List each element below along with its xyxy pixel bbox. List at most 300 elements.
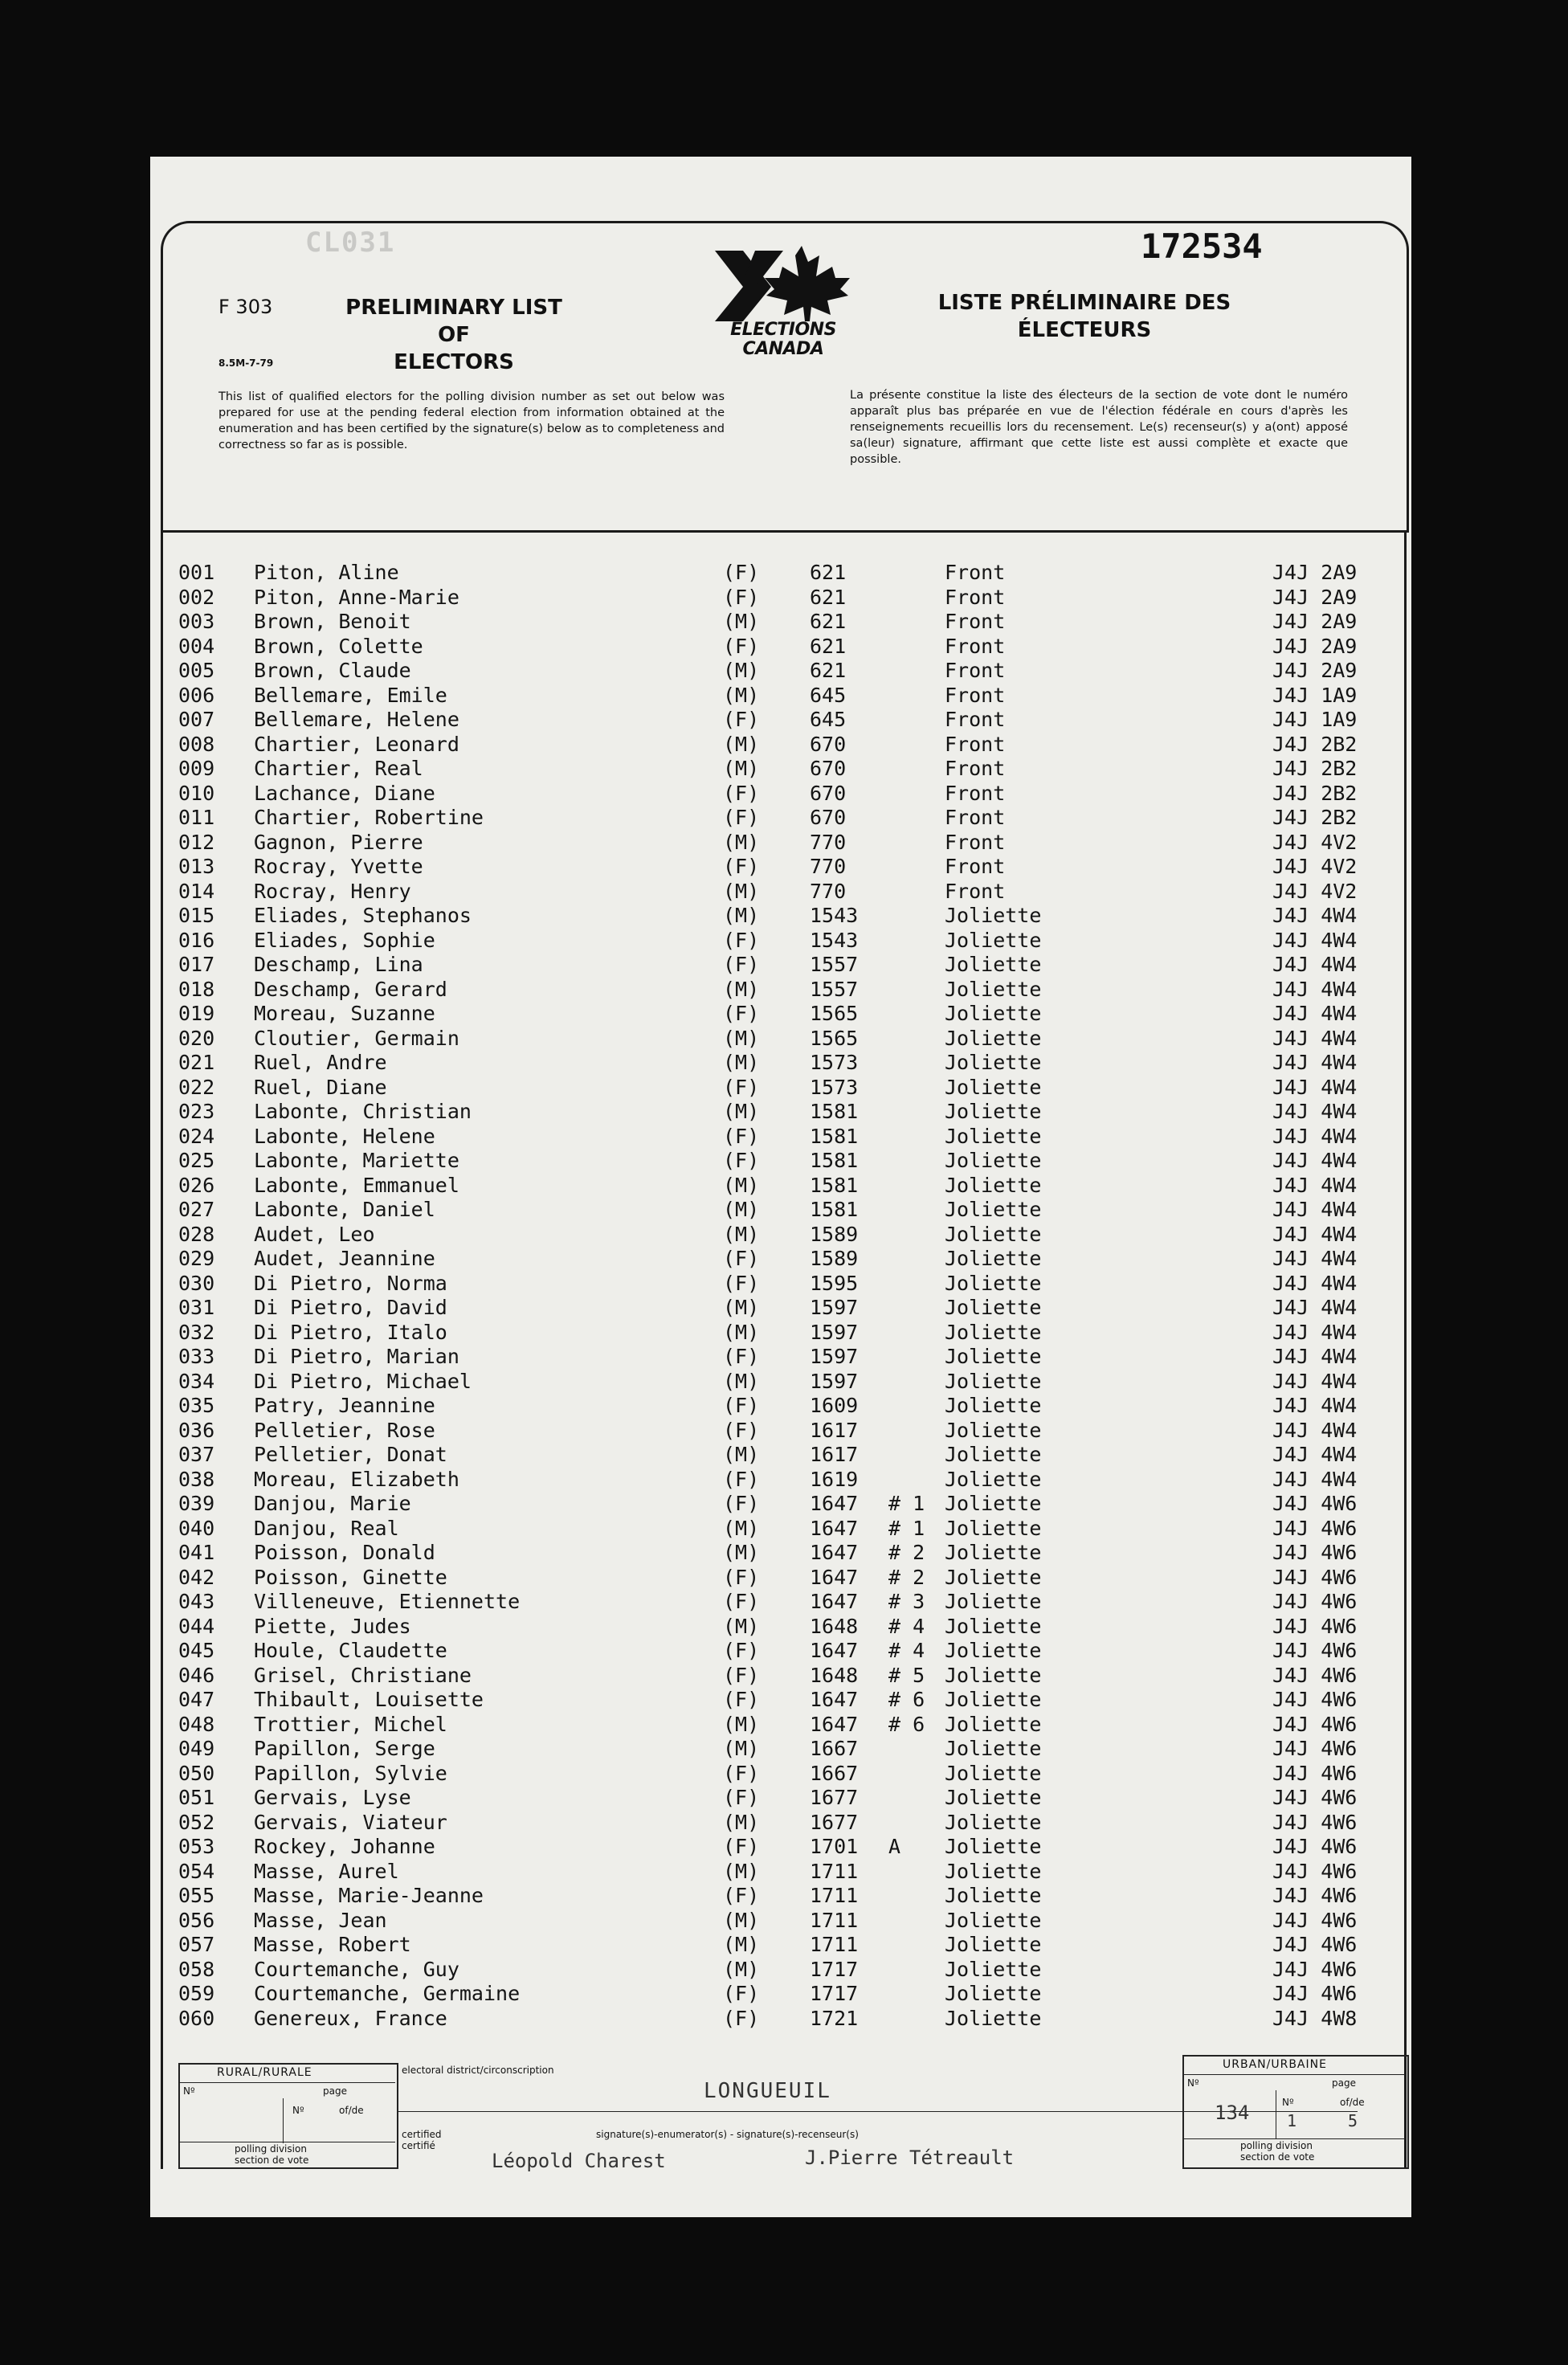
street-name: Joliette	[945, 1859, 1042, 1883]
urban-page-label: page	[1332, 2077, 1356, 2089]
civic-number: 1557	[810, 953, 859, 976]
urban-divider-2	[1182, 2138, 1406, 2139]
civic-number: 1617	[810, 1418, 859, 1442]
elector-row	[178, 1394, 1399, 1419]
postal-code: J4J 4V2	[1272, 830, 1358, 854]
elector-number: 058	[178, 1957, 215, 1981]
elector-row	[178, 561, 1399, 586]
elector-sex: (M)	[723, 830, 760, 854]
elector-number: 017	[178, 953, 215, 976]
elector-row	[178, 929, 1399, 954]
elector-name: Eliades, Sophie	[254, 928, 435, 952]
intro-text-french: La présente constitue la liste des électeurs de la section de vote dont le numéro apparaît plus bas préparée en vue de l'élection fédérale en cours d'après les renseignements recueillis lors du recensement. Le(s) recenseur(s) y a(ont) apposé sa(leur) signature, affirmant que cette liste est aussi complète et exacte que possible.	[850, 389, 1348, 466]
elector-row	[178, 1468, 1399, 1493]
elector-row	[178, 684, 1399, 709]
postal-code: J4J 4W4	[1272, 1271, 1358, 1295]
elector-number: 021	[178, 1051, 215, 1074]
street-name: Joliette	[945, 1835, 1042, 1858]
street-name: Joliette	[945, 953, 1042, 976]
elector-row	[178, 1933, 1399, 1958]
elector-name: Piton, Aline	[254, 561, 399, 584]
postal-code: J4J 2A9	[1272, 659, 1358, 682]
street-name: Joliette	[945, 1369, 1042, 1393]
elector-row	[178, 1909, 1399, 1934]
street-name: Front	[945, 708, 1006, 731]
elector-number: 034	[178, 1369, 215, 1393]
street-name: Joliette	[945, 1296, 1042, 1319]
elector-number: 013	[178, 855, 215, 878]
elector-name: Gervais, Viateur	[254, 1810, 447, 1834]
elector-row	[178, 1149, 1399, 1174]
civic-number: 1648	[810, 1663, 859, 1687]
postal-code: J4J 4W4	[1272, 1051, 1358, 1074]
street-name: Joliette	[945, 1541, 1042, 1564]
rural-label: RURAL/RURALE	[217, 2066, 312, 2079]
civic-number: 645	[810, 683, 847, 707]
elector-sex: (F)	[723, 1590, 760, 1613]
postal-code: J4J 4W6	[1272, 1810, 1358, 1834]
elector-name: Lachance, Diane	[254, 781, 435, 805]
elector-sex: (F)	[723, 1124, 760, 1148]
elector-number: 044	[178, 1614, 215, 1638]
elector-name: Trottier, Michel	[254, 1712, 447, 1736]
elector-row	[178, 1443, 1399, 1468]
elector-row	[178, 1100, 1399, 1125]
elector-number: 010	[178, 781, 215, 805]
street-name: Front	[945, 757, 1006, 780]
civic-number: 1573	[810, 1075, 859, 1099]
civic-number: 770	[810, 830, 847, 854]
title-french-line-2: ÉLECTEURS	[1017, 318, 1152, 342]
civic-number: 1667	[810, 1737, 859, 1760]
civic-number: 1597	[810, 1369, 859, 1393]
urban-no-label: Nº	[1187, 2077, 1199, 2089]
street-name: Joliette	[945, 1982, 1042, 2005]
elector-name: Poisson, Donald	[254, 1541, 435, 1564]
apartment: # 2	[888, 1541, 925, 1564]
civic-number: 1619	[810, 1467, 859, 1491]
elector-sex: (M)	[723, 977, 760, 1001]
street-name: Front	[945, 659, 1006, 682]
district-value: LONGUEUIL	[704, 2079, 831, 2103]
postal-code: J4J 2A9	[1272, 561, 1358, 584]
elector-row	[178, 1002, 1399, 1027]
civic-number: 1617	[810, 1443, 859, 1466]
civic-number: 1717	[810, 1982, 859, 2005]
title-english-line-2: ELECTORS	[394, 350, 514, 374]
elector-name: Gervais, Lyse	[254, 1786, 411, 1809]
postal-code: J4J 2B2	[1272, 757, 1358, 780]
elector-name: Poisson, Ginette	[254, 1565, 447, 1589]
civic-number: 1581	[810, 1173, 859, 1197]
elector-sex: (F)	[723, 2006, 760, 2030]
elector-name: Patry, Jeannine	[254, 1394, 435, 1417]
elector-row	[178, 1321, 1399, 1346]
urban-no-value: 134	[1215, 2102, 1250, 2124]
elector-name: Eliades, Stephanos	[254, 904, 472, 927]
elector-sex: (M)	[723, 1859, 760, 1883]
street-name: Front	[945, 781, 1006, 805]
elector-number: 060	[178, 2006, 215, 2030]
elector-number: 025	[178, 1149, 215, 1172]
elector-number: 016	[178, 928, 215, 952]
postal-code: J4J 4W4	[1272, 1222, 1358, 1246]
elector-sex: (F)	[723, 1884, 760, 1907]
street-name: Joliette	[945, 1737, 1042, 1760]
street-name: Joliette	[945, 904, 1042, 927]
street-name: Front	[945, 683, 1006, 707]
elector-number: 053	[178, 1835, 215, 1858]
elector-name: Deschamp, Lina	[254, 953, 423, 976]
elector-name: Rockey, Johanne	[254, 1835, 435, 1858]
elector-name: Brown, Claude	[254, 659, 411, 682]
elector-row	[178, 1027, 1399, 1052]
street-name: Joliette	[945, 1075, 1042, 1099]
elector-name: Pelletier, Donat	[254, 1443, 447, 1466]
elector-sex: (F)	[723, 1786, 760, 1809]
street-name: Joliette	[945, 1810, 1042, 1834]
street-name: Front	[945, 610, 1006, 633]
elector-sex: (F)	[723, 585, 760, 609]
elector-row	[178, 586, 1399, 611]
postal-code: J4J 1A9	[1272, 708, 1358, 731]
logo-text-elections: ELECTIONS	[730, 320, 836, 340]
elector-name: Papillon, Sylvie	[254, 1761, 447, 1785]
elector-row	[178, 1590, 1399, 1615]
elector-name: Rocray, Yvette	[254, 855, 423, 878]
apartment: # 6	[888, 1712, 925, 1736]
elector-name: Courtemanche, Germaine	[254, 1982, 521, 2005]
elector-sex: (M)	[723, 1614, 760, 1638]
apartment: # 6	[888, 1688, 925, 1711]
postal-code: J4J 4W4	[1272, 1394, 1358, 1417]
street-name: Joliette	[945, 1884, 1042, 1907]
signature-enumerator-2: J.Pierre Tétreault	[805, 2146, 1015, 2169]
elector-row	[178, 782, 1399, 807]
elector-sex: (M)	[723, 1222, 760, 1246]
street-name: Joliette	[945, 1443, 1042, 1466]
rural-polling-label-2: section de vote	[235, 2155, 309, 2166]
elector-name: Danjou, Real	[254, 1516, 399, 1540]
elector-sex: (M)	[723, 1051, 760, 1074]
elector-row	[178, 1272, 1399, 1297]
civic-number: 621	[810, 585, 847, 609]
civic-number: 1597	[810, 1320, 859, 1344]
elector-number: 032	[178, 1320, 215, 1344]
apartment: # 4	[888, 1639, 925, 1662]
civic-number: 621	[810, 561, 847, 584]
header-divider	[161, 530, 1407, 533]
elector-sex: (M)	[723, 1737, 760, 1760]
elector-sex: (F)	[723, 561, 760, 584]
district-label: electoral district/circonscription	[402, 2065, 554, 2076]
elector-row	[178, 1198, 1399, 1223]
postal-code: J4J 4W4	[1272, 1173, 1358, 1197]
elector-number: 002	[178, 585, 215, 609]
street-name: Joliette	[945, 1933, 1042, 1956]
elector-row	[178, 855, 1399, 880]
intro-text-english: This list of qualified electors for the polling division number as set out below was prepared for use at the pending federal election from information obtained at the enumeration and has been certified by the signature(s) below as to completeness and correctness so far as is possible.	[218, 390, 725, 451]
elector-name: Labonte, Mariette	[254, 1149, 459, 1172]
elector-number: 009	[178, 757, 215, 780]
elector-row	[178, 1223, 1399, 1248]
civic-number: 621	[810, 634, 847, 658]
civic-number: 1647	[810, 1541, 859, 1564]
elector-row	[178, 1051, 1399, 1076]
postal-code: J4J 4W4	[1272, 1002, 1358, 1025]
street-name: Joliette	[945, 1247, 1042, 1270]
elector-sex: (M)	[723, 1296, 760, 1319]
elector-sex: (M)	[723, 1541, 760, 1564]
street-name: Joliette	[945, 1565, 1042, 1589]
elector-number: 007	[178, 708, 215, 731]
street-name: Joliette	[945, 1173, 1042, 1197]
elector-row	[178, 1517, 1399, 1542]
elector-number: 033	[178, 1345, 215, 1368]
postal-code: J4J 4W4	[1272, 1345, 1358, 1368]
elector-name: Bellemare, Helene	[254, 708, 459, 731]
elector-sex: (F)	[723, 1075, 760, 1099]
postal-code: J4J 4W4	[1272, 1075, 1358, 1099]
civic-number: 1711	[810, 1859, 859, 1883]
elector-sex: (F)	[723, 1149, 760, 1172]
elector-number: 018	[178, 977, 215, 1001]
elector-sex: (F)	[723, 1247, 760, 1270]
elector-number: 040	[178, 1516, 215, 1540]
postal-code: J4J 4W6	[1272, 1614, 1358, 1638]
elector-name: Papillon, Serge	[254, 1737, 435, 1760]
postal-code: J4J 4W6	[1272, 1884, 1358, 1907]
certified-label-fr: certifié	[402, 2140, 435, 2151]
elector-number: 014	[178, 879, 215, 903]
elector-row	[178, 1958, 1399, 1983]
street-name: Front	[945, 561, 1006, 584]
elector-number: 042	[178, 1565, 215, 1589]
elector-sex: (M)	[723, 1369, 760, 1393]
elector-number: 059	[178, 1982, 215, 2005]
street-name: Joliette	[945, 1100, 1042, 1123]
elector-number: 029	[178, 1247, 215, 1270]
right-border	[1404, 530, 1407, 2169]
civic-number: 770	[810, 879, 847, 903]
elector-sex: (M)	[723, 1810, 760, 1834]
elector-sex: (F)	[723, 1565, 760, 1589]
left-border	[161, 530, 163, 2169]
elector-number: 030	[178, 1271, 215, 1295]
urban-of-label: of/de	[1340, 2097, 1365, 2108]
footer-certification-block	[178, 2055, 1414, 2183]
elector-name: Thibault, Louisette	[254, 1688, 484, 1711]
civic-number: 1647	[810, 1688, 859, 1711]
street-name: Joliette	[945, 1026, 1042, 1050]
postal-code: J4J 4W4	[1272, 1418, 1358, 1442]
elector-name: Di Pietro, Norma	[254, 1271, 447, 1295]
street-name: Joliette	[945, 1712, 1042, 1736]
elector-number: 048	[178, 1712, 215, 1736]
street-name: Joliette	[945, 1663, 1042, 1687]
street-name: Joliette	[945, 1124, 1042, 1148]
elector-name: Pelletier, Rose	[254, 1418, 435, 1442]
postal-code: J4J 2B2	[1272, 806, 1358, 829]
civic-number: 621	[810, 610, 847, 633]
street-name: Front	[945, 585, 1006, 609]
elector-row	[178, 1737, 1399, 1762]
title-french	[924, 289, 1245, 344]
elector-row	[178, 880, 1399, 905]
elector-row	[178, 1786, 1399, 1811]
elector-name: Labonte, Daniel	[254, 1198, 435, 1221]
civic-number: 770	[810, 855, 847, 878]
elector-number: 037	[178, 1443, 215, 1466]
elector-sex: (F)	[723, 708, 760, 731]
elections-canada-logo	[707, 243, 860, 363]
street-name: Joliette	[945, 1467, 1042, 1491]
elector-sex: (M)	[723, 1908, 760, 1932]
elector-name: Cloutier, Germain	[254, 1026, 459, 1050]
postal-code: J4J 2B2	[1272, 781, 1358, 805]
elector-name: Bellemare, Emile	[254, 683, 447, 707]
apartment: # 1	[888, 1516, 925, 1540]
street-name: Joliette	[945, 1786, 1042, 1809]
elector-row	[178, 806, 1399, 831]
postal-code: J4J 4W4	[1272, 1443, 1358, 1466]
civic-number: 1647	[810, 1516, 859, 1540]
elector-row	[178, 1688, 1399, 1713]
elector-name: Chartier, Leonard	[254, 732, 459, 756]
postal-code: J4J 4W4	[1272, 1198, 1358, 1221]
elector-list	[178, 561, 1399, 2031]
elector-number: 004	[178, 634, 215, 658]
postal-code: J4J 4W4	[1272, 1149, 1358, 1172]
postal-code: J4J 4W6	[1272, 1957, 1358, 1981]
apartment: # 5	[888, 1663, 925, 1687]
elector-name: Labonte, Helene	[254, 1124, 435, 1148]
postal-code: J4J 4W6	[1272, 1737, 1358, 1760]
postal-code: J4J 4W6	[1272, 1786, 1358, 1809]
urban-divider	[1182, 2074, 1406, 2075]
elector-row	[178, 1419, 1399, 1444]
elector-name: Courtemanche, Guy	[254, 1957, 459, 1981]
postal-code: J4J 4W4	[1272, 904, 1358, 927]
elector-row	[178, 1884, 1399, 1909]
elector-number: 015	[178, 904, 215, 927]
street-name: Joliette	[945, 1345, 1042, 1368]
elector-name: Danjou, Marie	[254, 1492, 411, 1515]
urban-polling-label-2: section de vote	[1240, 2151, 1315, 2163]
rural-no-label-2: Nº	[292, 2105, 304, 2116]
street-name: Joliette	[945, 1492, 1042, 1515]
postal-code: J4J 1A9	[1272, 683, 1358, 707]
street-name: Joliette	[945, 2006, 1042, 2030]
postal-code: J4J 4W4	[1272, 1247, 1358, 1270]
street-name: Front	[945, 830, 1006, 854]
elector-name: Di Pietro, Marian	[254, 1345, 459, 1368]
elector-row	[178, 659, 1399, 684]
civic-number: 1589	[810, 1222, 859, 1246]
civic-number: 1581	[810, 1124, 859, 1148]
street-name: Front	[945, 806, 1006, 829]
title-french-line-1: LISTE PRÉLIMINAIRE DES	[937, 291, 1231, 315]
elector-number: 019	[178, 1002, 215, 1025]
elector-name: Audet, Leo	[254, 1222, 375, 1246]
elector-name: Genereux, France	[254, 2006, 447, 2030]
civic-number: 1677	[810, 1786, 859, 1809]
street-name: Joliette	[945, 1002, 1042, 1025]
elector-row	[178, 1811, 1399, 1836]
elector-number: 035	[178, 1394, 215, 1417]
civic-number: 1648	[810, 1614, 859, 1638]
elector-sex: (M)	[723, 1443, 760, 1466]
civic-number: 1667	[810, 1761, 859, 1785]
civic-number: 1565	[810, 1026, 859, 1050]
street-name: Joliette	[945, 1222, 1042, 1246]
elector-row	[178, 1835, 1399, 1860]
elector-name: Masse, Marie-Jeanne	[254, 1884, 484, 1907]
elector-sex: (M)	[723, 683, 760, 707]
civic-number: 1711	[810, 1884, 859, 1907]
elector-row	[178, 1860, 1399, 1885]
postal-code: J4J 4W4	[1272, 1026, 1358, 1050]
elector-name: Grisel, Christiane	[254, 1663, 472, 1687]
elector-sex: (F)	[723, 928, 760, 952]
elector-row	[178, 1541, 1399, 1566]
elector-sex: (F)	[723, 1002, 760, 1025]
elector-name: Di Pietro, Michael	[254, 1369, 472, 1393]
postal-code: J4J 4W4	[1272, 1124, 1358, 1148]
elector-number: 045	[178, 1639, 215, 1662]
elector-name: Villeneuve, Etiennette	[254, 1590, 521, 1613]
civic-number: 1573	[810, 1051, 859, 1074]
postal-code: J4J 4W6	[1272, 1590, 1358, 1613]
elector-name: Houle, Claudette	[254, 1639, 447, 1662]
elector-sex: (F)	[723, 634, 760, 658]
elector-row	[178, 733, 1399, 758]
civic-number: 1597	[810, 1345, 859, 1368]
street-name: Front	[945, 634, 1006, 658]
civic-number: 1595	[810, 1271, 859, 1295]
elector-sex: (F)	[723, 855, 760, 878]
street-name: Joliette	[945, 1614, 1042, 1638]
postal-code: J4J 2A9	[1272, 610, 1358, 633]
title-english	[329, 294, 578, 376]
elector-number: 006	[178, 683, 215, 707]
elector-number: 052	[178, 1810, 215, 1834]
elector-sex: (M)	[723, 1198, 760, 1221]
elector-row	[178, 1664, 1399, 1689]
elector-number: 023	[178, 1100, 215, 1123]
civic-number: 670	[810, 781, 847, 805]
apartment: # 1	[888, 1492, 925, 1515]
elector-name: Labonte, Christian	[254, 1100, 472, 1123]
postal-code: J4J 4W6	[1272, 1761, 1358, 1785]
civic-number: 670	[810, 806, 847, 829]
elector-sex: (M)	[723, 879, 760, 903]
civic-number: 621	[810, 659, 847, 682]
street-name: Joliette	[945, 977, 1042, 1001]
apartment: A	[888, 1835, 901, 1858]
elector-name: Brown, Colette	[254, 634, 423, 658]
civic-number: 1711	[810, 1908, 859, 1932]
elector-row	[178, 1345, 1399, 1370]
elector-name: Piton, Anne-Marie	[254, 585, 459, 609]
elector-name: Chartier, Robertine	[254, 806, 484, 829]
street-name: Front	[945, 732, 1006, 756]
elector-name: Masse, Jean	[254, 1908, 387, 1932]
elector-name: Labonte, Emmanuel	[254, 1173, 459, 1197]
elector-sex: (M)	[723, 1320, 760, 1344]
rural-no-label: Nº	[183, 2085, 195, 2097]
elector-row	[178, 1370, 1399, 1395]
